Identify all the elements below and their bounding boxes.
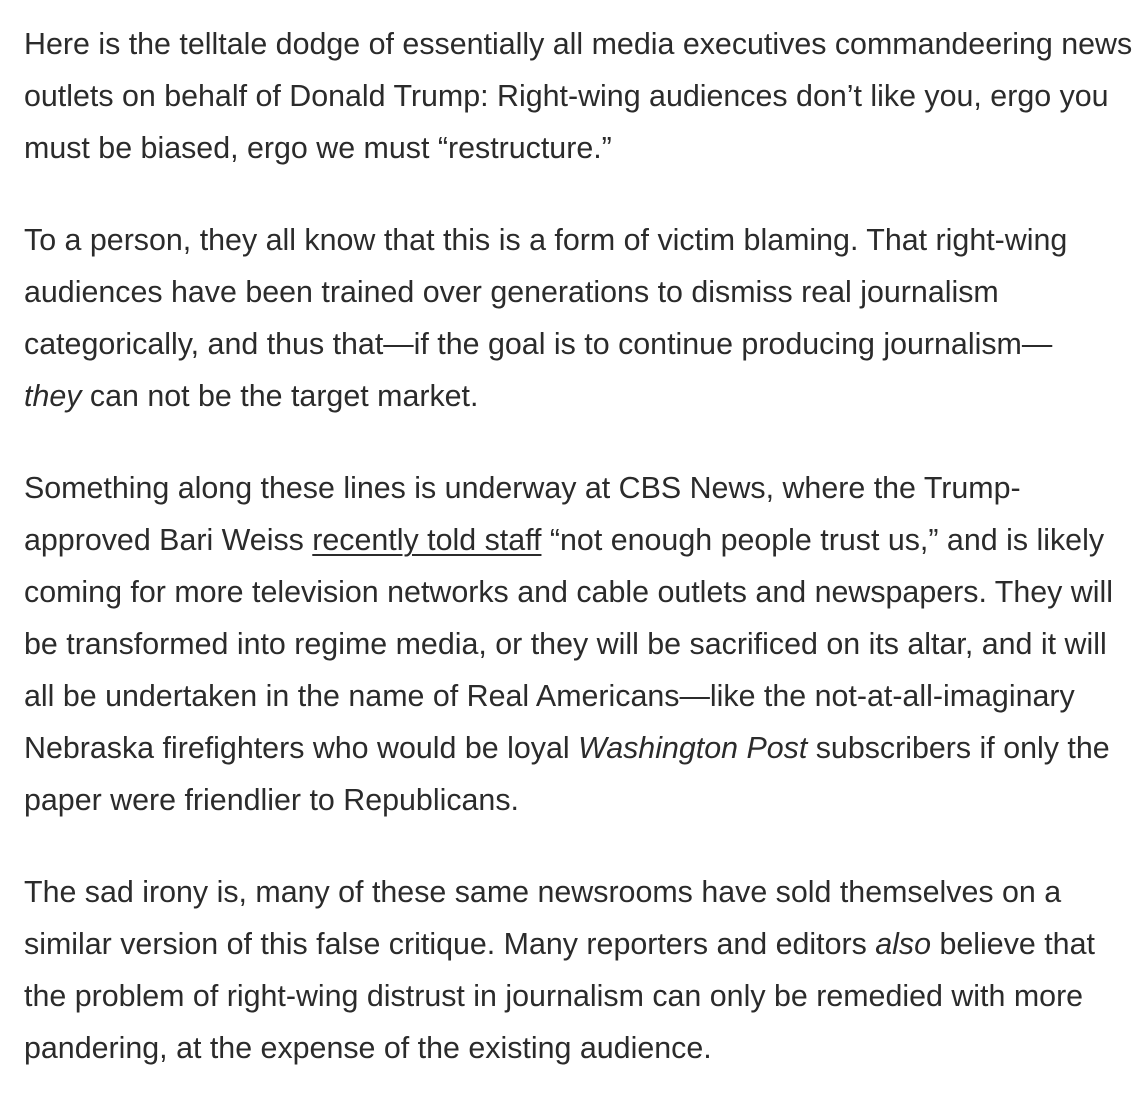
recently-told-staff-link[interactable]: recently told staff xyxy=(312,523,542,557)
paragraph-3-emphasis: Washington Post xyxy=(578,731,808,765)
paragraph-2-text-start: To a person, they all know that this is a form of victim blaming. That right-wing audiences have been trained over generations to dismiss real journalism categorically, and thus that—if the goal is to continue producing journalism— xyxy=(24,223,1068,361)
paragraph-3-text-end: subscribers if only the paper were friendlier to Republicans. xyxy=(24,731,1110,817)
paragraph-1 xyxy=(24,18,1134,174)
paragraph-2-text-end: can not be the target market. xyxy=(81,379,479,413)
paragraph-4-text-start: The sad irony is, many of these same newsrooms have sold themselves on a similar version of this false critique. Many reporters and editors xyxy=(24,875,1062,961)
article-body xyxy=(24,18,1134,1074)
paragraph-4-text-end: believe that the problem of right-wing distrust in journalism can only be remedied with more pandering, at the expense of the existing audience. xyxy=(24,927,1095,1065)
paragraph-4 xyxy=(24,866,1134,1074)
paragraph-3 xyxy=(24,462,1134,826)
paragraph-3-text-middle: “not enough people trust us,” and is likely coming for more television networks and cable outlets and newspapers. They will be transformed into regime media, or they will be sacrificed on its altar, and it will all be undertaken in the name of Real Americans—like the not-at-all-imaginary Nebraska firefighters who would be loyal xyxy=(24,523,1113,765)
paragraph-3-text-start: Something along these lines is underway at CBS News, where the Trump-approved Bari Weiss xyxy=(24,471,1021,557)
paragraph-4-emphasis: also xyxy=(875,927,932,961)
paragraph-2-emphasis: they xyxy=(24,379,82,413)
paragraph-2 xyxy=(24,214,1134,422)
paragraph-1-text: Here is the telltale dodge of essentially all media executives commandeering news outlets on behalf of Donald Trump: Right-wing audiences don’t like you, ergo you must be biased, ergo we must “restructure.” xyxy=(24,27,1133,165)
